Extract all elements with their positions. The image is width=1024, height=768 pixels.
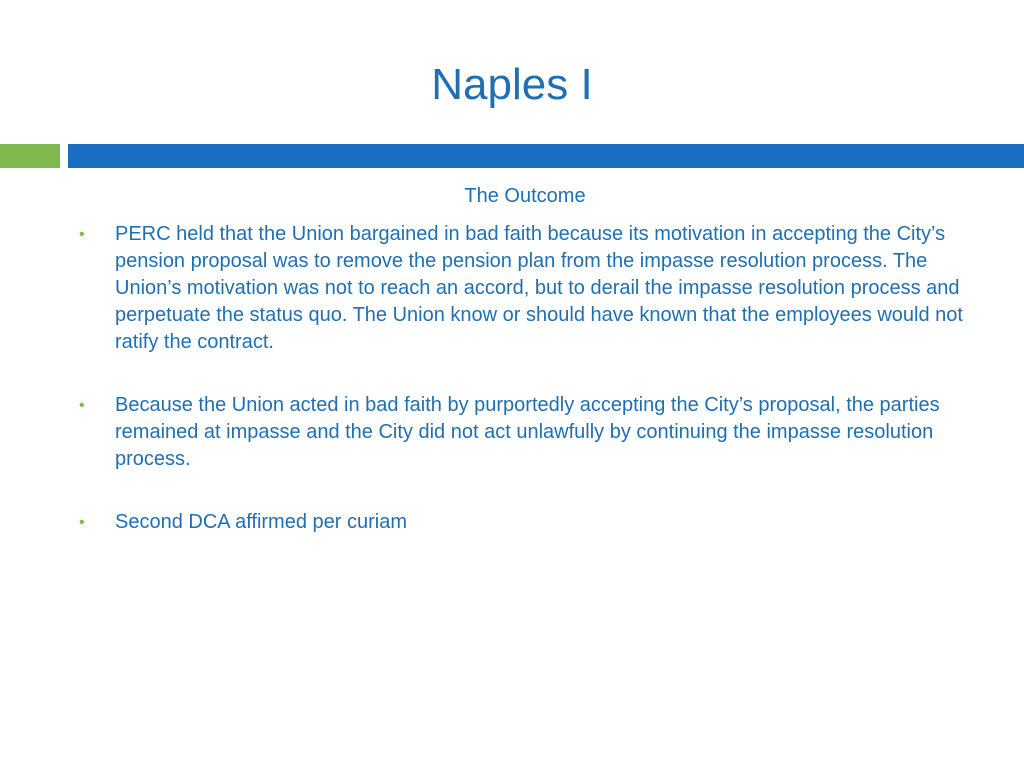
bullet-icon: • [79,397,85,414]
bullet-list [79,221,984,536]
bullet-item [79,221,984,356]
slide-subtitle: The Outcome [464,185,586,207]
bullet-text: Second DCA affirmed per curiam [115,511,407,533]
header-accent-bar-green [0,144,60,168]
bullet-text: Because the Union acted in bad faith by purportedly accepting the City’s proposal, the parties remained at impasse and the City did not act unlawfully by continuing the impasse resolution process. [115,394,940,470]
bullet-item [79,392,984,473]
slide-title: Naples I [431,60,593,109]
bullet-text: PERC held that the Union bargained in bad faith because its motivation in accepting the City’s pension proposal was to remove the pension plan from the impasse resolution process. The Union’s motivation was not to reach an accord, but to derail the impasse resolution process and perpetuate the status quo. The Union know or should have known that the employees would not ratify the contract. [115,223,963,353]
header-accent-bar-blue [68,144,1024,168]
bullet-icon: • [79,226,85,243]
bullet-item [79,509,984,536]
bullet-icon: • [79,514,85,531]
